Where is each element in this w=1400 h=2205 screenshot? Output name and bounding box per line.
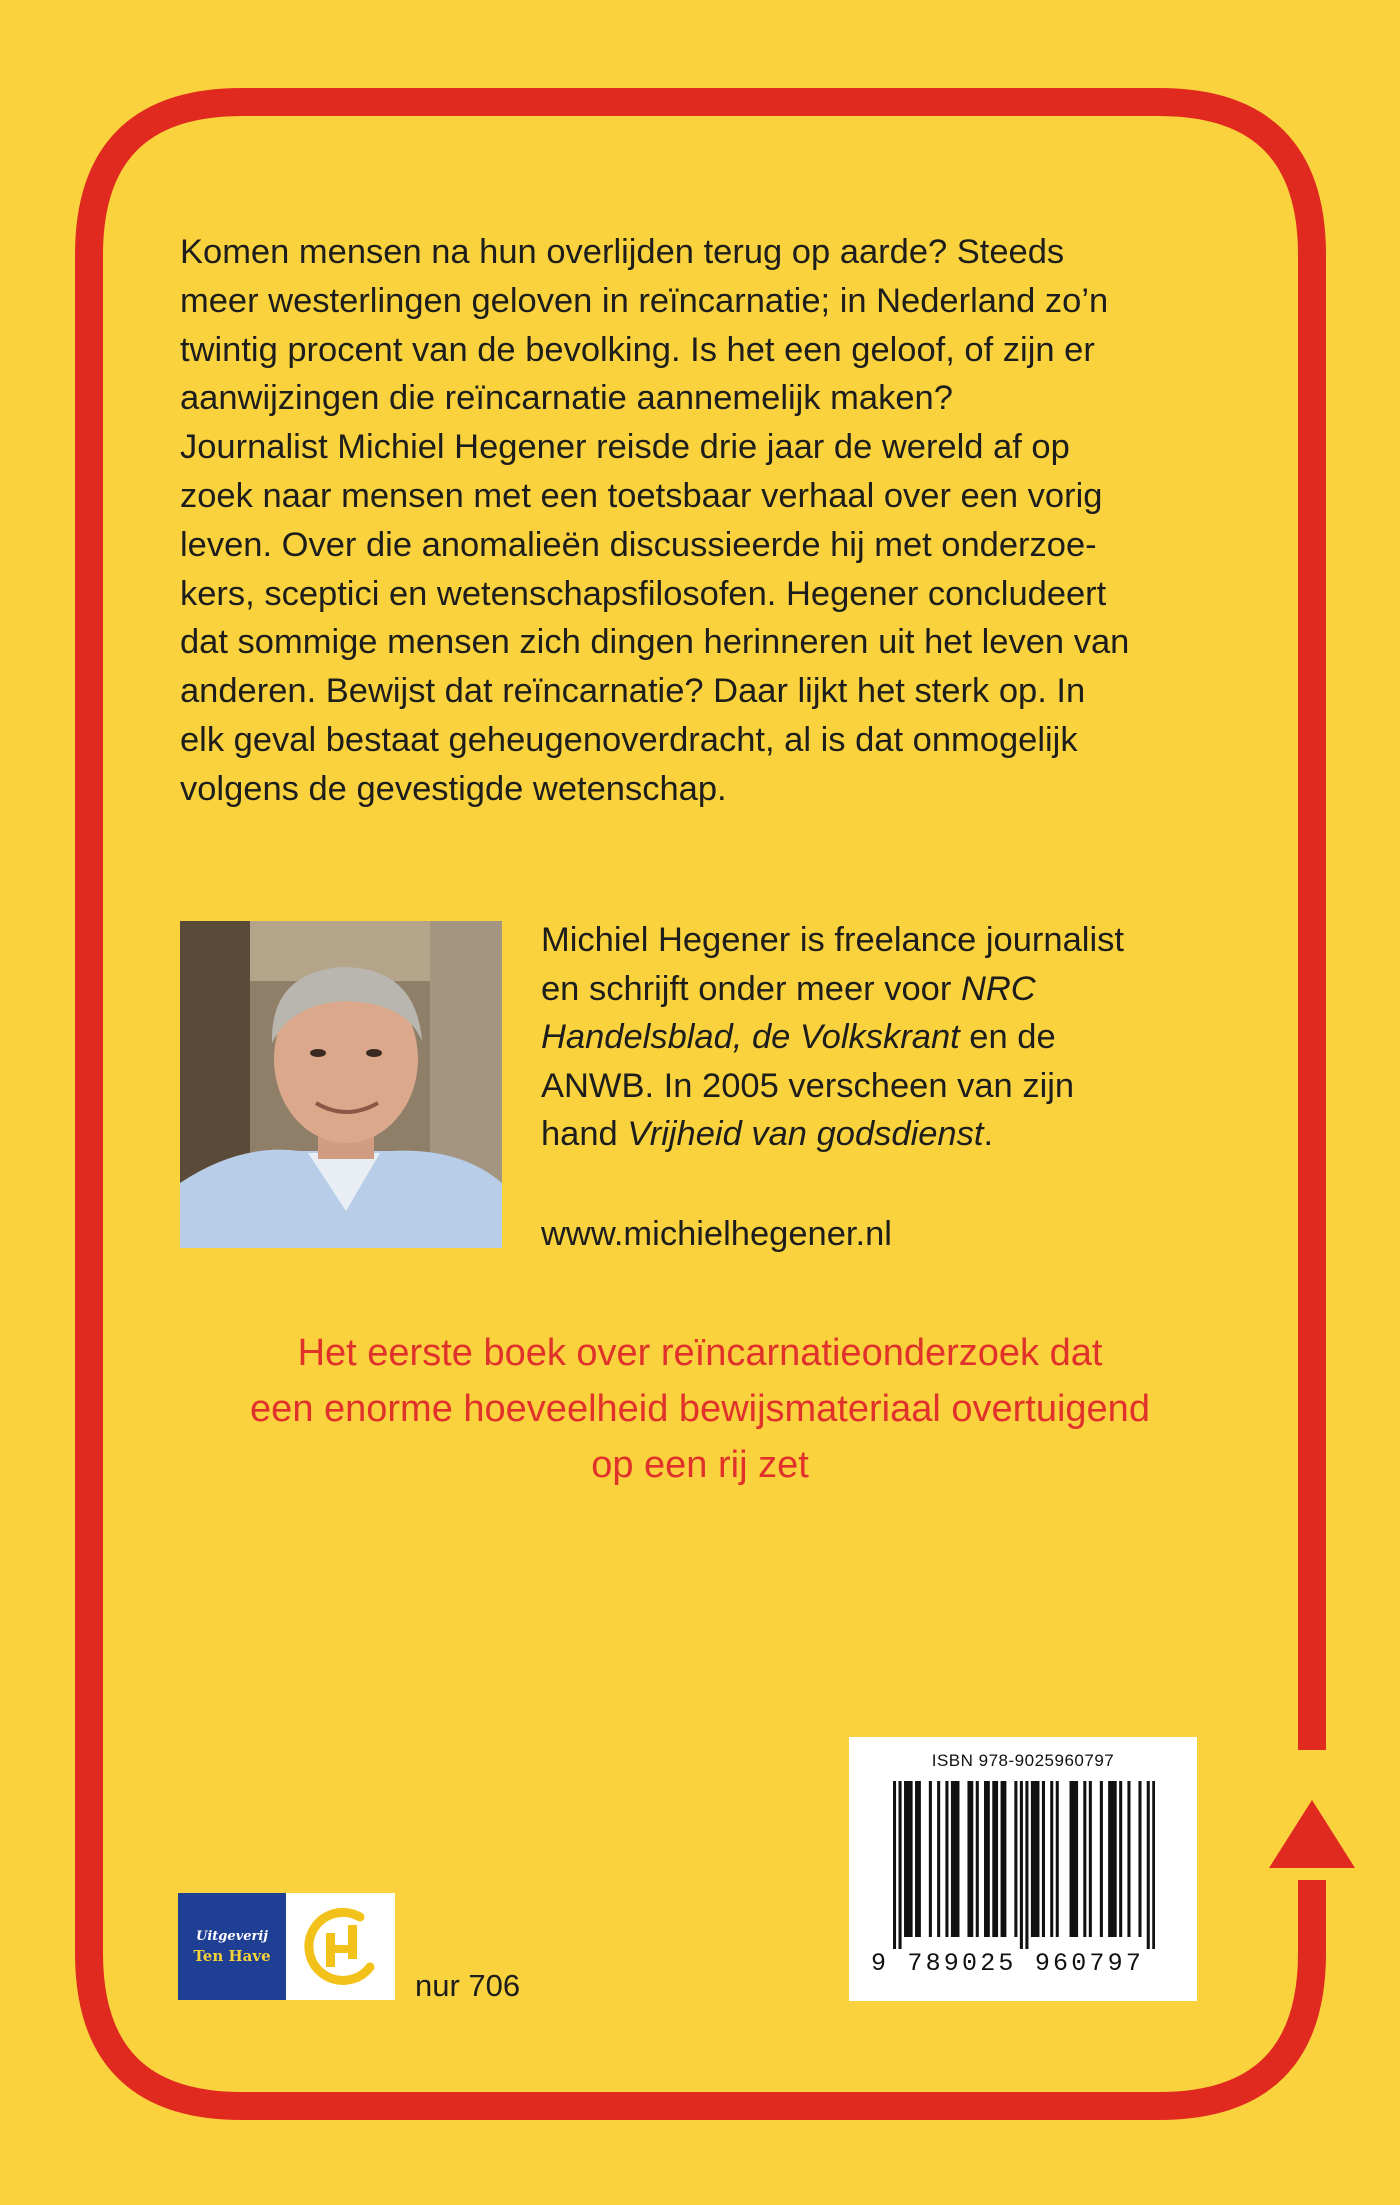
blurb-line: dat sommige mensen zich dingen herinneren uit het leven van — [180, 623, 1130, 662]
blurb-line: kers, sceptici en wetenschapsfilosofen. Hegener concludeert — [180, 574, 1107, 613]
barcode-bar — [1083, 1781, 1086, 1937]
bio-text: . — [983, 1115, 994, 1153]
blurb-line: Journalist Michiel Hegener reisde drie jaar de wereld af op — [180, 428, 1070, 467]
publisher-name-line2: Ten Have — [193, 1947, 271, 1965]
barcode-bar — [1056, 1781, 1059, 1937]
barcode-bar — [1108, 1781, 1111, 1937]
publisher-logo-panel — [178, 1893, 286, 2000]
barcode-bar — [1111, 1781, 1114, 1937]
blurb-line: zoek naar mensen met een toetsbaar verhaal over een vorig — [180, 476, 1103, 515]
tagline — [140, 1325, 1260, 1493]
barcode-bar — [954, 1781, 957, 1937]
publisher-name-line1: Uitgeverij — [196, 1929, 268, 1944]
tagline-line: op een rij zet — [591, 1444, 809, 1486]
tagline-line: Het eerste boek over reïncarnatieonderzoek dat — [297, 1332, 1103, 1374]
bio-text: hand — [541, 1115, 628, 1153]
bio-publication: NRC — [960, 969, 1036, 1008]
barcode-bar — [1003, 1781, 1006, 1937]
publisher-logo — [178, 1893, 395, 2000]
barcode-bar — [1025, 1781, 1028, 1949]
barcode-bar — [899, 1781, 902, 1949]
barcode-bar — [1042, 1781, 1045, 1937]
barcode-bar — [1036, 1781, 1039, 1937]
barcode-bar — [1089, 1781, 1092, 1937]
blurb-line: aanwijzingen die reïncarnatie aannemelijk maken? — [180, 379, 953, 418]
bio-text: Michiel Hegener is freelance journalist — [541, 921, 1124, 959]
barcode-bar — [970, 1781, 973, 1937]
barcode-bars — [893, 1781, 1155, 1949]
barcode-bar — [1014, 1781, 1017, 1937]
bio-book-title: Vrijheid van godsdienst — [627, 1115, 984, 1153]
barcode-bar — [1138, 1781, 1141, 1937]
barcode-bar — [1114, 1781, 1117, 1937]
ten-have-logo-icon — [286, 1893, 395, 2000]
barcode-bar — [915, 1781, 918, 1937]
barcode-digits: 9 789025 960797 — [871, 1949, 1145, 1978]
barcode-bar — [907, 1781, 910, 1937]
barcode-bar — [1127, 1781, 1130, 1937]
barcode-bar — [1031, 1781, 1034, 1937]
barcode-bar — [904, 1781, 907, 1937]
barcode-bar — [1001, 1781, 1004, 1937]
barcode-bar — [967, 1781, 970, 1937]
barcode-bar — [1075, 1781, 1078, 1937]
frame-arrow-head-icon — [1269, 1800, 1355, 1868]
barcode-bar — [918, 1781, 921, 1937]
blurb-line: meer westerlingen geloven in reïncarnatie; in Nederland zo’n — [180, 281, 1109, 320]
blurb-line: elk geval bestaat geheugenoverdracht, al is dat onmogelijk — [180, 720, 1078, 759]
barcode-bar — [1050, 1781, 1053, 1937]
barcode-bar — [951, 1781, 954, 1937]
barcode-bar — [937, 1781, 940, 1937]
barcode-bar — [945, 1781, 948, 1937]
barcode-bar — [984, 1781, 987, 1937]
barcode-bar — [995, 1781, 998, 1937]
barcode-bar — [1072, 1781, 1075, 1937]
nur-code: nur 706 — [415, 1968, 521, 2003]
author-website[interactable]: www.michielhegener.nl — [541, 1215, 892, 1253]
blurb-line: volgens de gevestigde wetenschap. — [180, 769, 727, 808]
blurb-line: anderen. Bewijst dat reïncarnatie? Daar lijkt het sterk op. In — [180, 672, 1086, 711]
barcode-bar — [976, 1781, 979, 1937]
barcode-bar — [1020, 1781, 1023, 1949]
barcode-bar — [987, 1781, 990, 1937]
barcode-bar — [1100, 1781, 1103, 1937]
blurb-line: twintig procent van de bevolking. Is het een geloof, of zijn er — [180, 330, 1095, 369]
author-photo — [180, 921, 502, 1248]
barcode-bar — [1147, 1781, 1150, 1949]
barcode-bar — [992, 1781, 995, 1937]
bio-text: en de — [959, 1018, 1056, 1056]
barcode-bar — [956, 1781, 959, 1937]
barcode-bar — [1119, 1781, 1122, 1937]
barcode-bar — [1152, 1781, 1155, 1949]
blurb-line: Komen mensen na hun overlijden terug op aarde? Steeds — [180, 233, 1065, 271]
barcode-bar — [910, 1781, 913, 1937]
author-bio — [541, 916, 1201, 1159]
barcode-bar — [893, 1781, 896, 1949]
bio-text: en schrijft onder meer voor — [541, 969, 961, 1008]
bio-publication: Handelsblad, de Volkskrant — [541, 1018, 960, 1056]
back-cover-blurb — [180, 228, 1240, 814]
blurb-line: leven. Over die anomalieën discussieerde hij met onderzoe- — [180, 525, 1097, 564]
isbn-label: ISBN 978-9025960797 — [931, 1751, 1115, 1770]
barcode-bar — [1034, 1781, 1037, 1937]
isbn-barcode — [849, 1737, 1197, 2001]
barcode-bar — [1070, 1781, 1073, 1937]
bio-text: ANWB. In 2005 verscheen van zijn — [541, 1066, 1075, 1105]
barcode-bar — [929, 1781, 932, 1937]
tagline-line: een enorme hoeveelheid bewijsmateriaal overtuigend — [250, 1388, 1150, 1430]
